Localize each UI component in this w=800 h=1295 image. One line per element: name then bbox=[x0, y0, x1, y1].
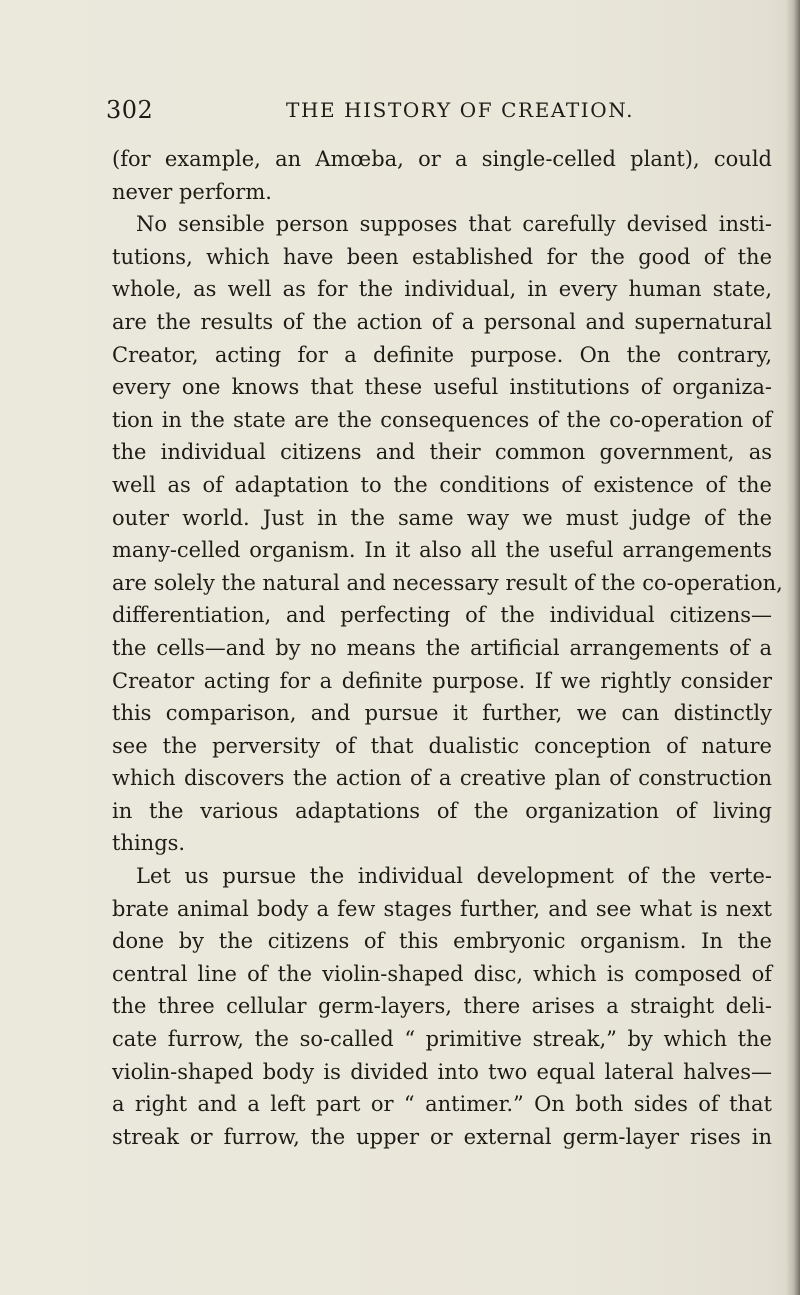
body-text bbox=[112, 143, 783, 1153]
text-line: never perform. bbox=[112, 179, 272, 204]
text-line: well as of adaptation to the conditions of existence of the bbox=[112, 472, 772, 497]
text-line: brate animal body a few stages further, and see what is next bbox=[112, 896, 772, 921]
text-line: the three cellular germ-layers, there arises a straight deli- bbox=[112, 994, 772, 1019]
text-line: this comparison, and pursue it further, we can distinctly bbox=[112, 701, 772, 726]
text-line: Creator, acting for a definite purpose. On the contrary, bbox=[112, 342, 772, 367]
text-line: in the various adaptations of the organization of living bbox=[112, 798, 772, 823]
text-line: tutions, which have been established for the good of the bbox=[112, 244, 772, 269]
page-edge-shadow bbox=[786, 0, 800, 1295]
text-line: are the results of the action of a personal and supernatural bbox=[112, 309, 772, 334]
text-line: are solely the natural and necessary result of the co-operation, bbox=[112, 570, 783, 595]
text-line: outer world. Just in the same way we must judge of the bbox=[112, 505, 772, 530]
text-line: streak or furrow, the upper or external germ-layer rises in bbox=[112, 1124, 772, 1149]
running-head: THE HISTORY OF CREATION. bbox=[286, 98, 635, 122]
text-line: many-celled organism. In it also all the useful arrangements bbox=[112, 538, 772, 563]
text-line: differentiation, and perfecting of the individual citizens— bbox=[112, 603, 772, 628]
text-line: tion in the state are the consequences of the co-operation of bbox=[112, 407, 772, 432]
text-line: which discovers the action of a creative plan of construction bbox=[112, 766, 772, 791]
text-line: see the perversity of that dualistic conception of nature bbox=[112, 733, 772, 758]
text-line: (for example, an Amœba, or a single-celled plant), could bbox=[112, 147, 772, 171]
text-line: Creator acting for a definite purpose. If we rightly consider bbox=[112, 668, 772, 693]
text-line: violin-shaped body is divided into two equal lateral halves— bbox=[112, 1059, 772, 1084]
text-line: things. bbox=[112, 831, 186, 856]
text-line: Let us pursue the individual development of the verte- bbox=[136, 864, 772, 889]
text-line: cate furrow, the so-called “ primitive streak,” by which the bbox=[112, 1027, 772, 1052]
text-line: No sensible person supposes that carefully devised insti- bbox=[136, 212, 772, 237]
text-line: done by the citizens of this embryonic organism. In the bbox=[112, 929, 772, 954]
page-header bbox=[106, 96, 746, 130]
page-number: 302 bbox=[106, 96, 154, 124]
text-line: the individual citizens and their common government, as bbox=[112, 440, 772, 465]
text-line: central line of the violin-shaped disc, which is composed of bbox=[112, 961, 772, 986]
text-line: whole, as well as for the individual, in every human state, bbox=[112, 277, 772, 302]
text-line: a right and a left part or “ antimer.” On both sides of that bbox=[112, 1092, 772, 1117]
text-line: every one knows that these useful institutions of organiza- bbox=[112, 375, 772, 400]
text-line: the cells—and by no means the artificial arrangements of a bbox=[112, 635, 772, 660]
